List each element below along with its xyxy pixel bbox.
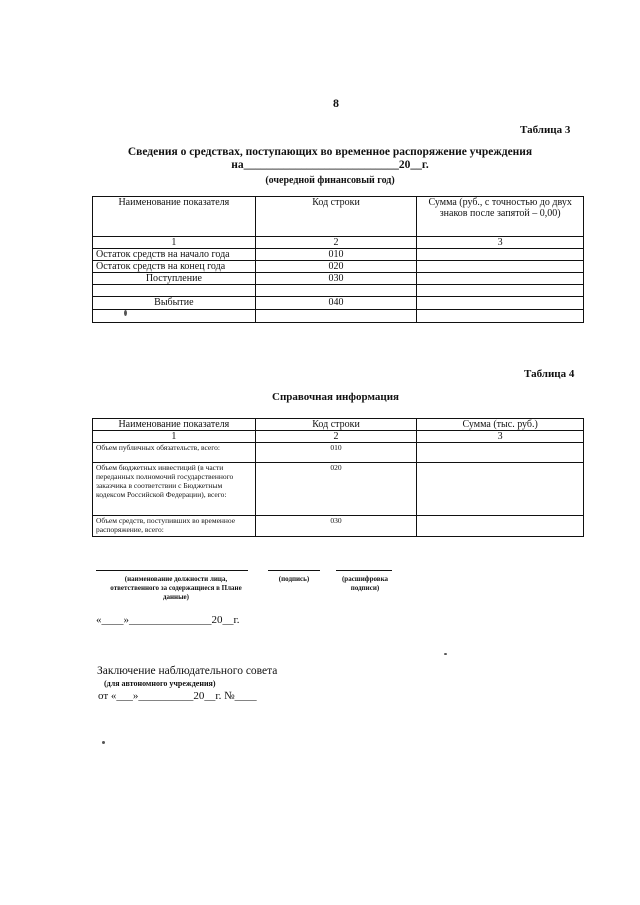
scan-mark — [124, 310, 127, 316]
table3-cell-code: 040 — [255, 297, 417, 310]
table-row — [93, 261, 584, 273]
table4-cell-code: 010 — [255, 443, 417, 463]
table3-index-cell: 3 — [417, 237, 584, 249]
page-number: 8 — [333, 96, 339, 110]
table-row — [93, 463, 584, 516]
position-line — [96, 570, 248, 571]
scan-mark — [444, 653, 447, 655]
table3-cell-sum — [417, 297, 584, 310]
table4-cell-sum — [417, 516, 584, 537]
table3-header-cell: Код строки — [255, 197, 417, 237]
table4-index-cell: 3 — [417, 431, 584, 443]
table3-cell-code: 010 — [255, 249, 417, 261]
table4-index-cell: 2 — [255, 431, 417, 443]
table3-cell-sum — [417, 285, 584, 297]
table4-index-row — [93, 431, 584, 443]
table3-index-cell: 1 — [93, 237, 256, 249]
table4-header-cell: Наименование показателя — [93, 419, 256, 431]
table-row — [93, 516, 584, 537]
table3-cell-name — [93, 285, 256, 297]
table-row — [93, 297, 584, 310]
table4 — [92, 418, 584, 537]
conclusion-title: Заключение наблюдательного совета — [97, 665, 278, 677]
table3-cell-name: Выбытие — [93, 297, 256, 310]
table3-header-cell: Сумма (руб., с точностью до двух знаков после запятой – 0,00) — [417, 197, 584, 237]
table3-cell-sum — [417, 261, 584, 273]
table4-cell-name: Объем публичных обязательств, всего: — [93, 443, 256, 463]
table-row — [93, 285, 584, 297]
table4-header-row — [93, 419, 584, 431]
table4-cell-code: 030 — [255, 516, 417, 537]
table3-cell-code: 030 — [255, 273, 417, 285]
table4-cell-name: Объем бюджетных инвестиций (в части переданных полномочий государственного заказчика в соответствии с Бюджетным кодексом Российской Федерации), всего: — [93, 463, 256, 516]
table4-header-cell: Код строки — [255, 419, 417, 431]
table4-cell-name: Объем средств, поступивших во временное распоряжение, всего: — [93, 516, 256, 537]
table3-cell-code — [255, 310, 417, 323]
sign-caption: (подпись) — [278, 575, 310, 583]
table3-header-row — [93, 197, 584, 237]
table3-cell-sum — [417, 310, 584, 323]
signature-line — [268, 570, 320, 571]
table3-subtitle: (очередной финансовый год) — [265, 175, 395, 186]
table3-cell-code — [255, 285, 417, 297]
table3-title-line1: Сведения о средствах, поступающих во временное распоряжение учреждения — [127, 146, 533, 158]
table-row — [93, 310, 584, 323]
table3-cell-sum — [417, 249, 584, 261]
position-caption: (наименование должности лица, ответственного за содержащиеся в Плане данные) — [110, 575, 242, 601]
table3-title-line2: на___________________________20__г. — [231, 159, 429, 171]
table3 — [92, 196, 584, 323]
table3-index-cell: 2 — [255, 237, 417, 249]
table4-index-cell: 1 — [93, 431, 256, 443]
table3-cell-name: Остаток средств на конец года — [93, 261, 256, 273]
table-row — [93, 443, 584, 463]
table-row — [93, 249, 584, 261]
table3-cell-code: 020 — [255, 261, 417, 273]
table3-cell-name: Поступление — [93, 273, 256, 285]
table4-cell-code: 020 — [255, 463, 417, 516]
conclusion-date: от «___»__________20__г. №____ — [98, 690, 257, 702]
conclusion-subtitle: (для автономного учреждения) — [104, 679, 216, 688]
table4-cell-sum — [417, 443, 584, 463]
table3-label: Таблица 3 — [520, 124, 571, 136]
table4-cell-sum — [417, 463, 584, 516]
table4-header-cell: Сумма (тыс. руб.) — [417, 419, 584, 431]
table4-title: Справочная информация — [272, 391, 400, 403]
scan-mark — [102, 741, 105, 744]
table-row — [93, 273, 584, 285]
decode-caption: (расшифровка подписи) — [341, 575, 389, 592]
table3-cell-sum — [417, 273, 584, 285]
table3-cell-name — [93, 310, 256, 323]
signature-date: «____»_______________20__г. — [96, 614, 240, 626]
table3-header-cell: Наименование показателя — [93, 197, 256, 237]
table4-label: Таблица 4 — [524, 368, 575, 380]
table3-cell-name: Остаток средств на начало года — [93, 249, 256, 261]
table3-index-row — [93, 237, 584, 249]
table3-title — [120, 146, 540, 172]
decode-line — [336, 570, 392, 571]
